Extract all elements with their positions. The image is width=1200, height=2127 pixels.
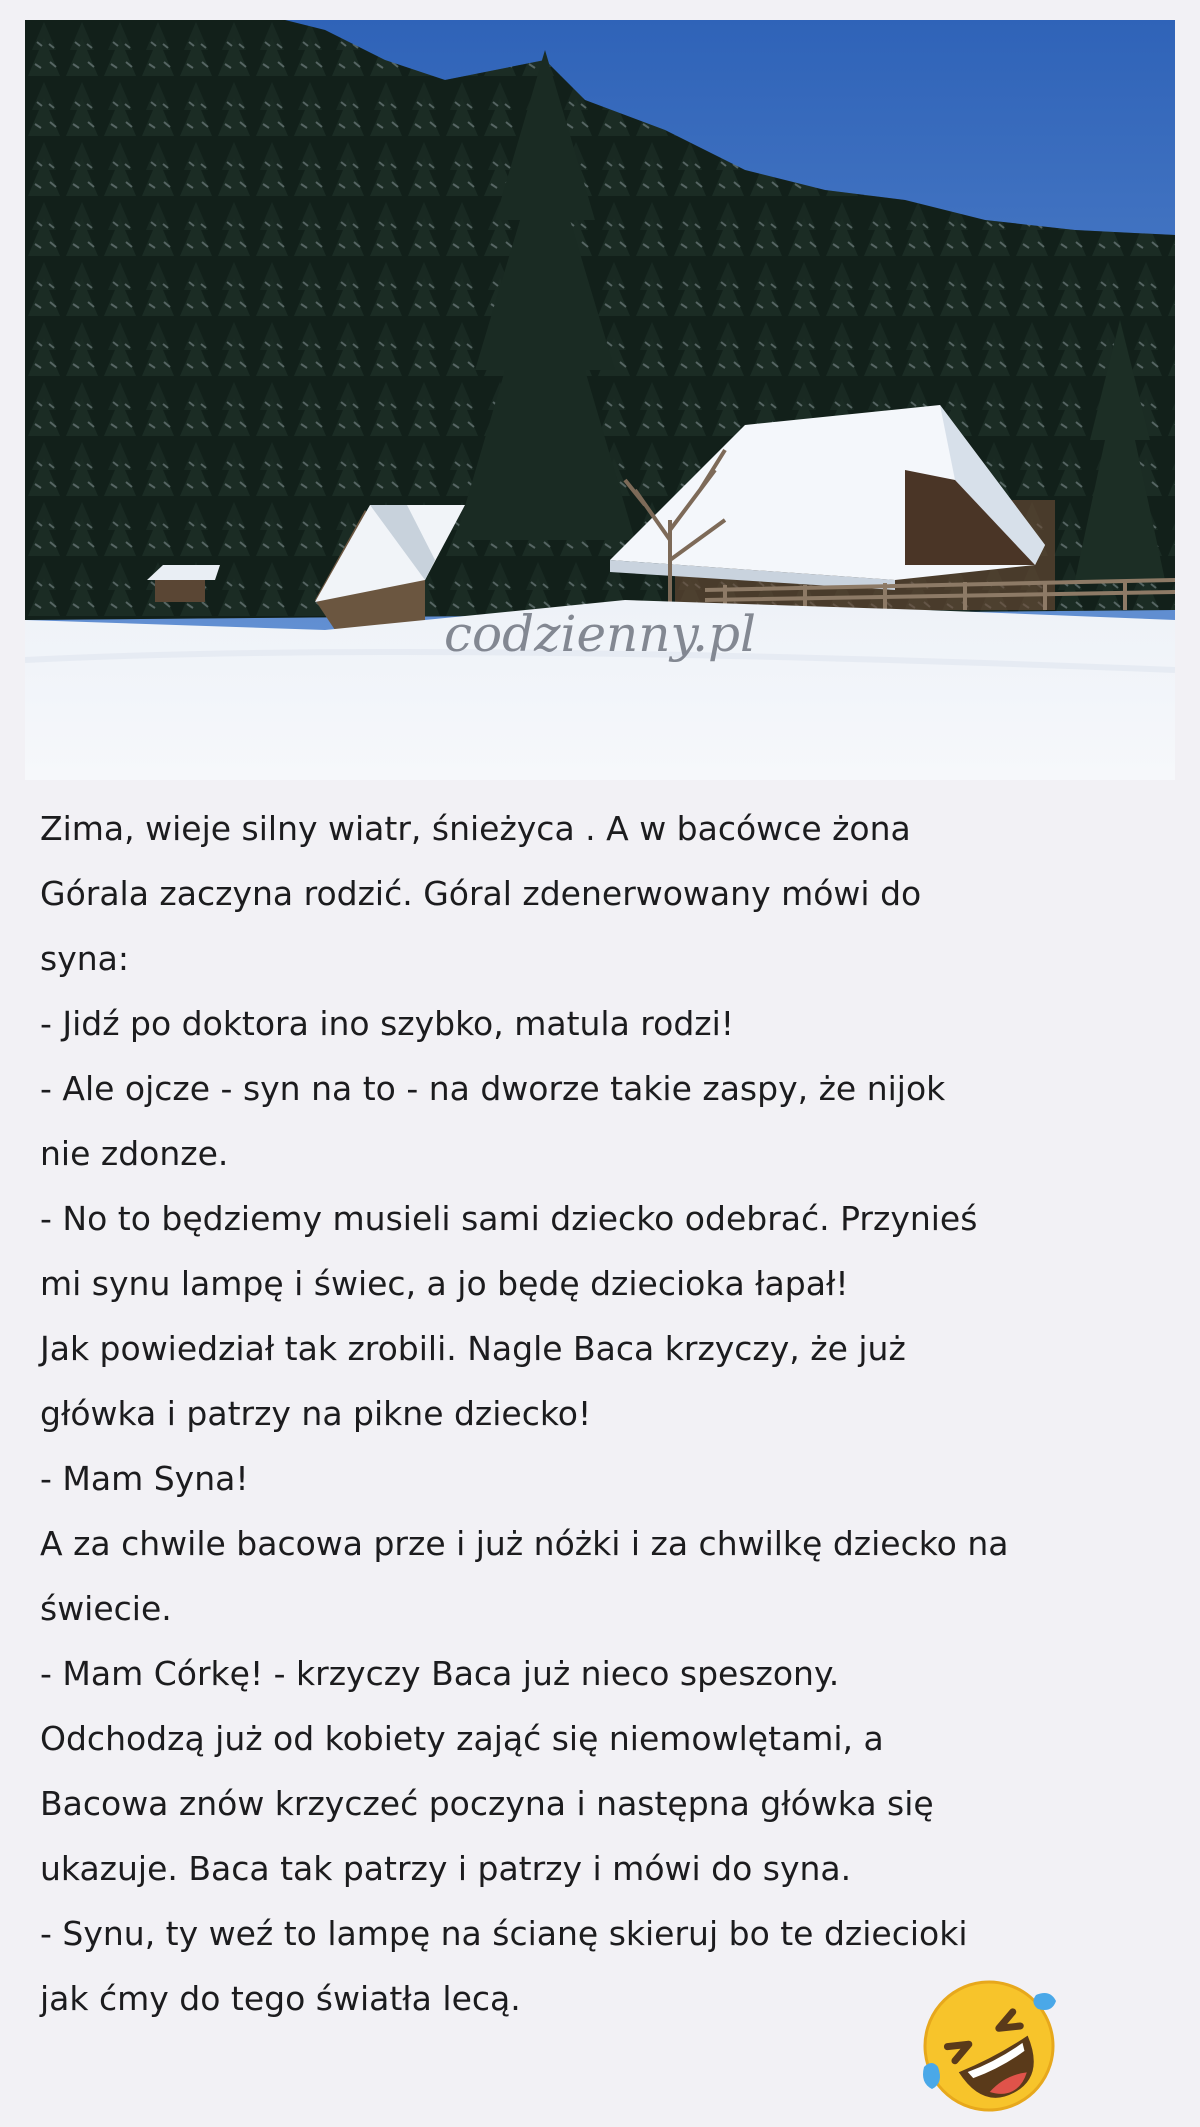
story-line: Jak powiedział tak zrobili. Nagle Baca krzyczy, że już — [40, 1329, 906, 1368]
story-line: - Mam Córkę! - krzyczy Baca już nieco speszony. — [40, 1654, 840, 1693]
story-line: Zima, wieje silny wiatr, śnieżyca . A w bacówce żona — [40, 809, 911, 848]
story-line: - Synu, ty weź to lampę na ścianę skieruj bo te dziecioki — [40, 1914, 968, 1953]
story-line: jak ćmy do tego światła lecą. — [40, 1979, 521, 2018]
story-line: A za chwile bacowa prze i już nóżki i za chwilkę dziecko na — [40, 1524, 1009, 1563]
rolling-on-the-floor-laughing-icon — [918, 1975, 1060, 2117]
story-line: Górala zaczyna rodzić. Góral zdenerwowany mówi do — [40, 874, 922, 913]
story-line: syna: — [40, 939, 129, 978]
story-line: mi synu lampę i świec, a jo będę dzieciokа łapał! — [40, 1264, 849, 1303]
joke-text — [40, 796, 1170, 2031]
winter-landscape-image — [25, 20, 1175, 780]
header-photo — [25, 20, 1175, 780]
story-line: Bacowa znów krzyczeć poczyna i następna główka się — [40, 1784, 934, 1823]
story-line: - No to będziemy musieli sami dziecko odebrać. Przynieś — [40, 1199, 978, 1238]
story-line: - Mam Syna! — [40, 1459, 249, 1498]
story-line: nie zdonze. — [40, 1134, 229, 1173]
story-line: Odchodzą już od kobiety zająć się niemowlętami, a — [40, 1719, 884, 1758]
watermark-text: codzienny.pl — [444, 605, 756, 663]
story-line: - Ale ojcze - syn na to - na dworze takie zaspy, że nijok — [40, 1069, 946, 1108]
story-line: świecie. — [40, 1589, 172, 1628]
story-line: - Jidź po doktora ino szybko, matula rodzi! — [40, 1004, 734, 1043]
story-line: ukazuje. Baca tak patrzy i patrzy i mówi do syna. — [40, 1849, 852, 1888]
story-line: główka i patrzy na pikne dziecko! — [40, 1394, 592, 1433]
